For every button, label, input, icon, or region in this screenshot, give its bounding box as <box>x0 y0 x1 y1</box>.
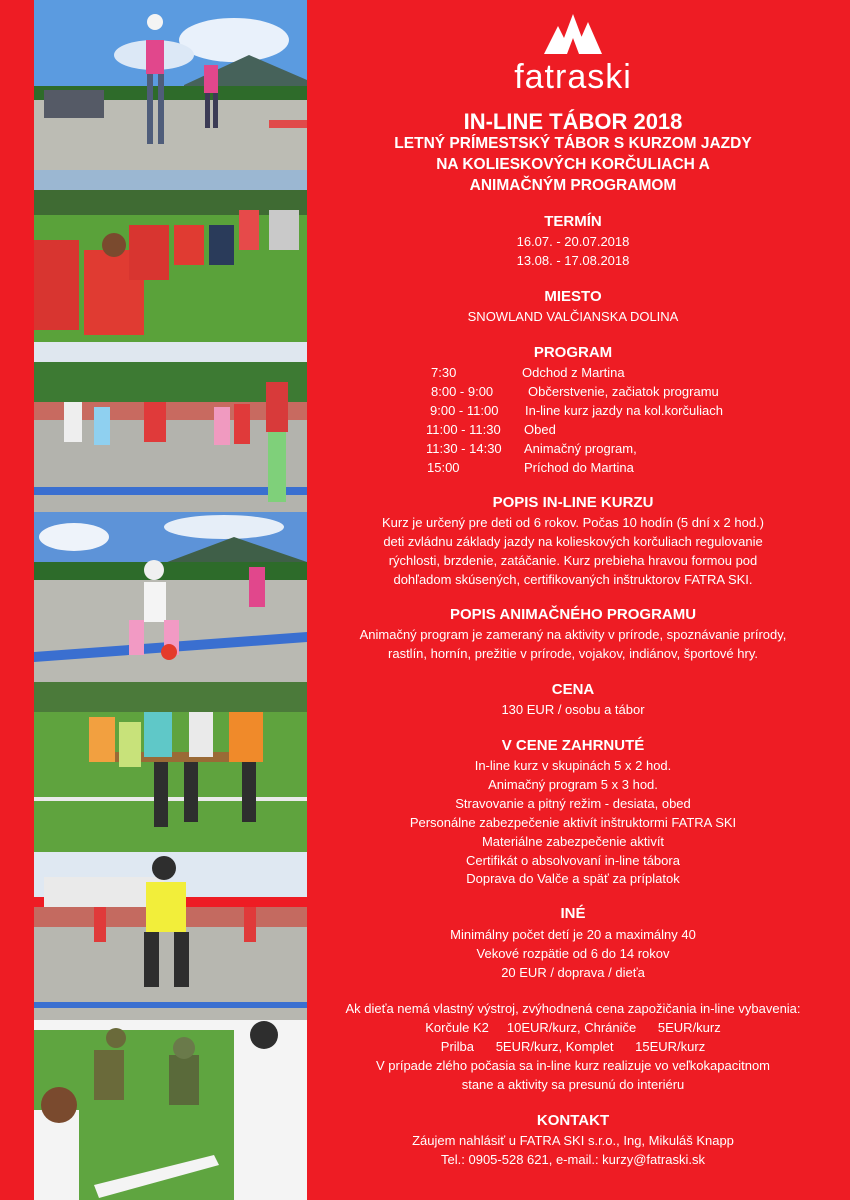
v-cene-item: Stravovanie a pitný režim - desiata, obed <box>455 796 691 811</box>
cena-value: 130 EUR / osobu a tábor <box>501 702 645 717</box>
program-time: 11:30 - 14:30 <box>426 441 502 456</box>
subtitle-line: NA KOLIESKOVÝCH KORČULIACH A <box>436 156 710 173</box>
popis-programu-heading: POPIS ANIMAČNÉHO PROGRAMU <box>449 606 697 623</box>
v-cene-item: In-line kurz v skupinách 5 x 2 hod. <box>474 758 672 773</box>
program-heading: PROGRAM <box>533 344 613 361</box>
flyer-content <box>310 0 836 1200</box>
program-time: 7:30 <box>431 365 457 380</box>
program-activity: In-line kurz jazdy na kol.korčuliach <box>525 403 723 418</box>
cena-heading: CENA <box>551 681 595 698</box>
v-cene-heading: V CENE ZAHRNUTÉ <box>501 737 645 754</box>
fatraski-logo <box>310 12 836 56</box>
popis-kurzu-line: deti zvládnu základy jazdy na kolieskových korčuliach regulovanie <box>383 534 763 549</box>
photo-boy-skating <box>34 852 307 1020</box>
termin-date: 16.07. - 20.07.2018 <box>516 234 630 249</box>
page-title: IN-LINE TÁBOR 2018 <box>463 109 683 134</box>
mountain-icon <box>542 12 604 56</box>
photo-strip <box>0 0 310 1200</box>
program-activity: Odchod z Martina <box>522 365 625 380</box>
ine-line: 20 EUR / doprava / dieťa <box>501 965 645 980</box>
popis-kurzu-line: rýchlosti, brzdenie, zatáčanie. Kurz prebieha hravou formou pod <box>388 553 758 568</box>
popis-kurzu-heading: POPIS IN-LINE KURZU <box>492 494 654 511</box>
program-time: 15:00 <box>427 460 460 475</box>
v-cene-item: Materiálne zabezpečenie aktivít <box>481 834 665 849</box>
vybava-line: Korčule K2 10EUR/kurz, Chrániče 5EUR/kurz <box>425 1020 721 1035</box>
photo-line-of-skaters <box>34 342 307 512</box>
program-time: 9:00 - 11:00 <box>430 403 499 418</box>
kontakt-line: Záujem nahlásiť u FATRA SKI s.r.o., Ing, Mikuláš Knapp <box>412 1133 734 1148</box>
ine-line: Vekové rozpätie od 6 do 14 rokov <box>476 946 670 961</box>
photo-tug-game <box>34 170 307 342</box>
ine-line: Minimálny počet detí je 20 a maximálny 40 <box>450 927 696 942</box>
vybava-line: Prilba 5EUR/kurz, Komplet 15EUR/kurz <box>440 1039 706 1054</box>
popis-kurzu-line: dohľadom skúsených, certifikovaných inštruktorov FATRA SKI. <box>393 572 753 587</box>
v-cene-item: Personálne zabezpečenie aktivít inštruktormi FATRA SKI <box>409 815 737 830</box>
subtitle-line: LETNÝ PRÍMESTSKÝ TÁBOR S KURZOM JAZDY <box>394 135 752 152</box>
photo-ground-game <box>34 1020 307 1200</box>
program-activity: Obed <box>524 422 556 437</box>
vybava-line: stane a aktivity sa presunú do interiéru <box>461 1077 685 1092</box>
program-activity: Animačný program, <box>524 441 637 456</box>
photo-team-walking-game <box>34 682 307 852</box>
popis-kurzu-line: Kurz je určený pre deti od 6 rokov. Počas 10 hodín (5 dní x 2 hod.) <box>381 515 765 530</box>
termin-heading: TERMÍN <box>544 213 602 230</box>
vybava-line: Ak dieťa nemá vlastný výstroj, zvýhodnená cena zapožičania in-line vybavenia: <box>345 1001 801 1016</box>
kontakt-heading: KONTAKT <box>536 1112 610 1129</box>
kontakt-line: Tel.: 0905-528 621, e-mail.: kurzy@fatraski.sk <box>441 1152 705 1167</box>
miesto-heading: MIESTO <box>544 288 602 305</box>
program-time: 11:00 - 11:30 <box>426 422 501 437</box>
program-activity: Príchod do Martina <box>524 460 634 475</box>
program-activity: Občerstvenie, začiatok programu <box>528 384 719 399</box>
vybava-line: V prípade zlého počasia sa in-line kurz realizuje vo veľkokapacitnom <box>376 1058 770 1073</box>
ine-heading: INÉ <box>560 905 586 922</box>
v-cene-item: Certifikát o absolvovaní in-line tábora <box>466 853 680 868</box>
photo-girl-skating <box>34 512 307 682</box>
photo-skating-kids <box>34 0 307 170</box>
popis-programu-line: rastlín, hornín, prežitie v prírode, vojakov, indiánov, športové hry. <box>388 646 758 661</box>
program-time: 8:00 - 9:00 <box>431 384 494 399</box>
v-cene-item: Animačný program 5 x 3 hod. <box>488 777 658 792</box>
subtitle-line: ANIMAČNÝM PROGRAMOM <box>469 177 677 194</box>
popis-programu-line: Animačný program je zameraný na aktivity v prírode, spoznávanie prírody, <box>359 627 787 642</box>
brand-name: fatraski <box>514 58 632 96</box>
miesto-value: SNOWLAND VALČIANSKA DOLINA <box>467 309 679 324</box>
v-cene-item: Doprava do Valče a späť za príplatok <box>466 871 680 886</box>
termin-date: 13.08. - 17.08.2018 <box>516 253 630 268</box>
